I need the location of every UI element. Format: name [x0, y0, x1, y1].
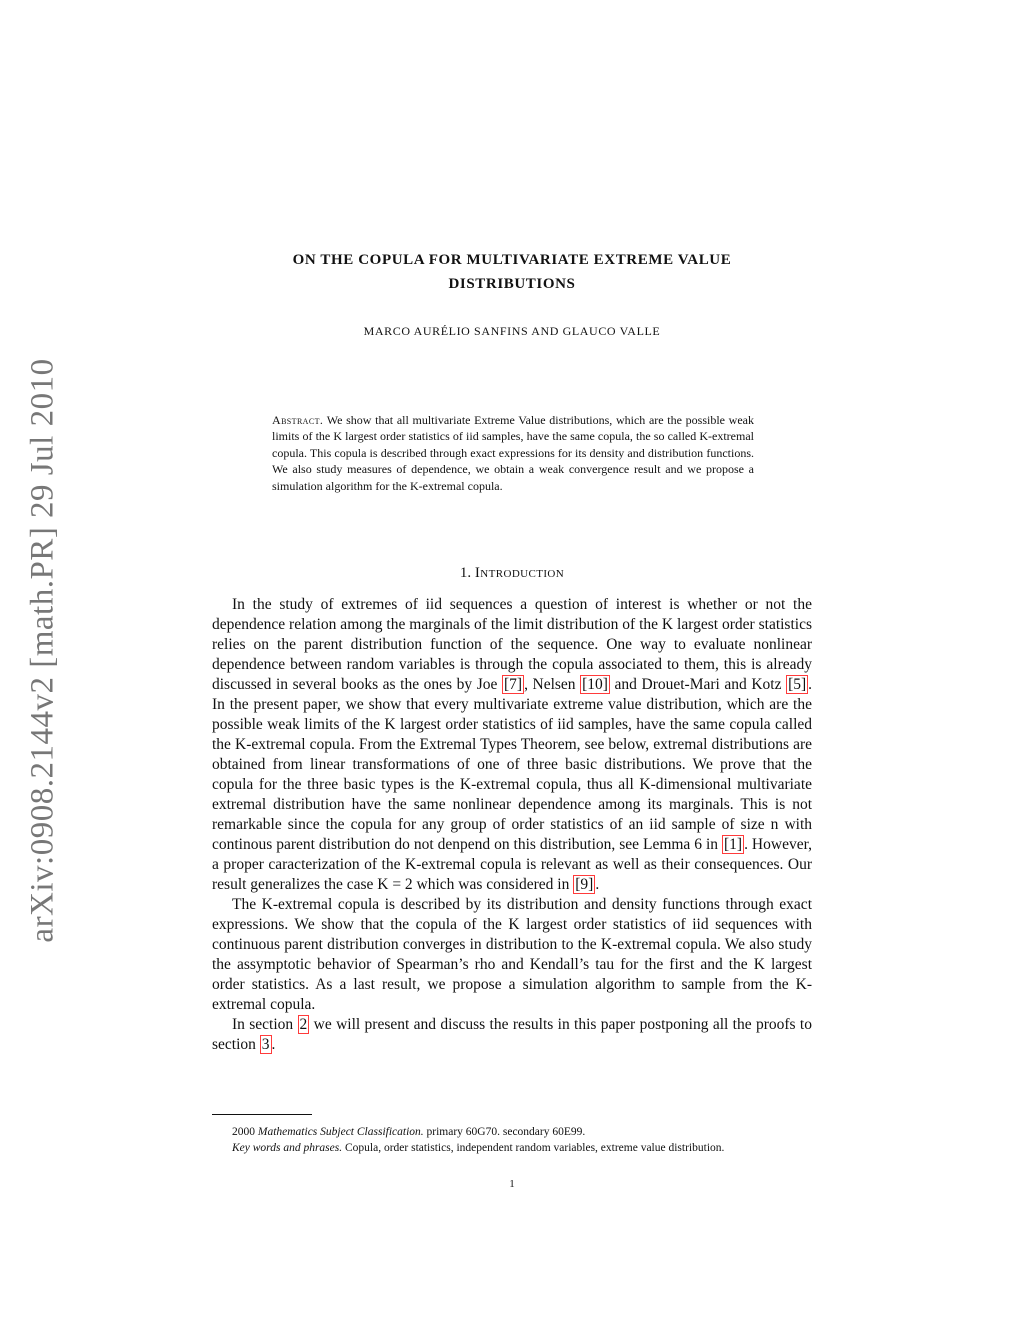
citation-link[interactable]: [10] [582, 676, 608, 693]
intro-paragraph-3 [212, 1015, 812, 1055]
intro-text: In the study of extremes of iid sequences a question of interest is whether or not the dependence relation among the marginals of the limit distribution of the K largest order statistics relies on the parent distribution function of the sequence. One way to evaluate nonlinear dependence between random variables is through the copula associated to them, this is already discussed in several books as the ones by Joe [212, 596, 812, 693]
title-line-2: DISTRIBUTIONS [448, 276, 576, 292]
abstract-label: Abstract. [272, 413, 324, 427]
msc-label: Mathematics Subject Classification. [257, 1126, 424, 1138]
arxiv-identifier [14, 350, 72, 950]
msc-year: 2000 [232, 1126, 255, 1138]
intro-text: . [271, 1036, 276, 1053]
intro-text: and Drouet-Mari and Kotz [609, 676, 787, 693]
intro-text: . [595, 876, 600, 893]
keywords-text: Copula, order statistics, independent random variables, extreme value distribution. [344, 1142, 725, 1154]
keywords-label: Key words and phrases. [232, 1142, 343, 1154]
footnote-rule [212, 1114, 312, 1115]
page-number: 1 [509, 1178, 515, 1190]
footnotes [212, 1124, 812, 1156]
author-line: MARCO AURÉLIO SANFINS AND GLAUCO VALLE [363, 324, 661, 338]
footnote-msc [212, 1124, 812, 1140]
title-line-1: ON THE COPULA FOR MULTIVARIATE EXTREME VALUE [292, 252, 732, 268]
citation-link[interactable]: [1] [724, 836, 743, 853]
paper-title [200, 248, 824, 296]
intro-text: we will present and discuss the results in this paper postponing all the proofs to section [212, 1016, 812, 1053]
abstract-text: We show that all multivariate Extreme Value distributions, which are the possible weak limits of the K largest order statistics of iid samples, have the same copula, the so called K-extremal copula. This copula is described through exact expressions for its density and distribution functions. We also study measures of dependence, we obtain a weak convergence result and we propose a simulation algorithm for the K-extremal copula. [272, 413, 754, 493]
section-title: Introduction [474, 565, 565, 581]
abstract [272, 412, 754, 494]
intro-text: . However, a proper caracterization of the K-extremal copula is relevant as well as their consequences. Our result generalizes the case K = 2 which was considered in [212, 836, 812, 893]
intro-paragraph-1 [212, 595, 812, 895]
citation-link[interactable]: [5] [788, 676, 807, 693]
msc-text: primary 60G70. secondary 60E99. [426, 1126, 586, 1138]
section-ref-link[interactable]: 2 [299, 1016, 308, 1033]
intro-text: . In the present paper, we show that every multivariate extreme value distribution, which are the possible weak limits of the K largest order statistics of iid samples, have the same copula called the K-extremal copula. From the Extremal Types Theorem, see below, extremal distributions are obtained from linear transformations of one of three basic distributions. We prove that the copula for the three basic types is the K-extremal copula, thus all K-dimensional multivariate extremal distribution have the same nonlinear dependence among its marginals. This is not remarkable since the copula for any group of order statistics of an iid sample of size n with continous parent distribution do not denpend on this distribution, see Lemma 6 in [212, 676, 813, 853]
footnote-keywords [212, 1140, 812, 1156]
section-heading [212, 565, 812, 582]
intro-text: In section [232, 1016, 298, 1033]
citation-link[interactable]: [9] [575, 876, 594, 893]
introduction-body [212, 595, 812, 1055]
section-ref-link[interactable]: 3 [261, 1036, 270, 1053]
citation-link[interactable]: [7] [503, 676, 523, 693]
arxiv-identifier-text: arXiv:0908.2144v2 [math.PR] 29 Jul 2010 [24, 357, 61, 943]
intro-paragraph-2: The K-extremal copula is described by its distribution and density functions through exact expressions. We show that the copula of the K largest order statistics of iid sequences with continuous parent distribution converges in distribution to the K-extremal copula. We also study the assymptotic behavior of Spearman’s rho and Kendall’s tau for the first and the K largest order statistics. As a last result, we propose a simulation algorithm to sample from the K-extremal copula. [212, 896, 812, 1013]
intro-text: , Nelsen [524, 676, 581, 693]
section-number: 1. [459, 565, 472, 581]
